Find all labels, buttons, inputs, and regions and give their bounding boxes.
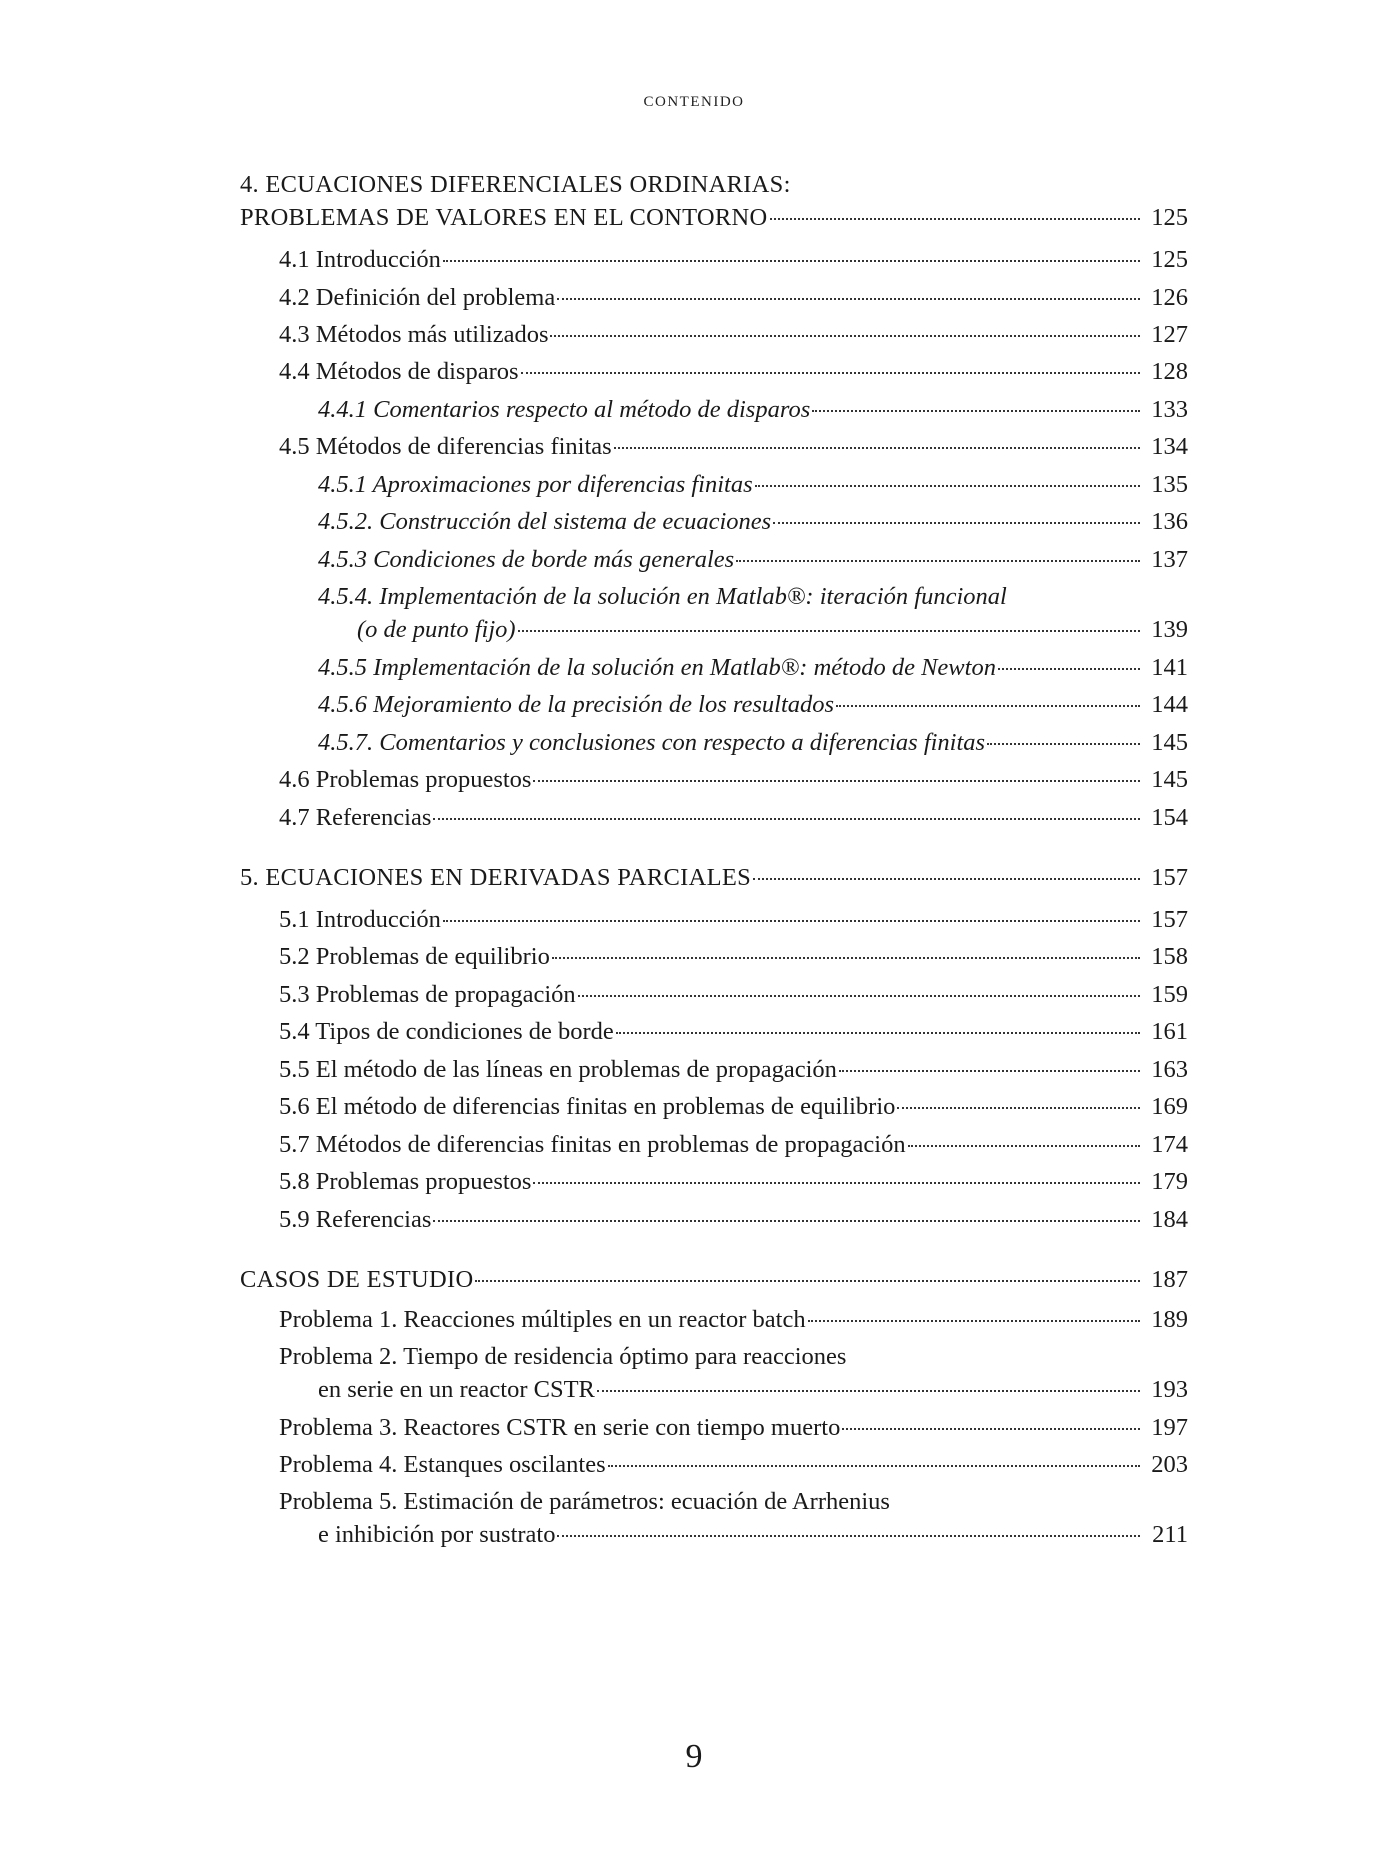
page-number: 133 <box>1151 396 1188 423</box>
toc-entry-4-5-6: 4.5.6 Mejoramiento de la precisión de los resultados 144 <box>318 691 1188 718</box>
leader-dots <box>533 780 1140 782</box>
case-problem-5-line1: Problema 5. Estimación de parámetros: ecuación de Arrhenius <box>279 1488 890 1515</box>
page-number: 179 <box>1151 1168 1188 1195</box>
case-problem-5-line2: e inhibición por sustrato 211 <box>318 1521 1188 1548</box>
leader-dots <box>521 372 1140 374</box>
page-number: 139 <box>1151 616 1188 643</box>
page-number: 193 <box>1151 1376 1188 1403</box>
leader-dots <box>550 335 1140 337</box>
toc-entry-4-3: 4.3 Métodos más utilizados 127 <box>279 321 1188 348</box>
leader-dots <box>518 630 1140 632</box>
page-number: 134 <box>1151 433 1188 460</box>
toc-entry-4-5-4-line1: 4.5.4. Implementación de la solución en Matlab®: iteración funcional <box>318 583 1007 610</box>
page-folio: 9 <box>685 1738 703 1775</box>
page-number: 184 <box>1151 1206 1188 1233</box>
page-number: 154 <box>1151 804 1188 831</box>
leader-dots <box>475 1280 1140 1282</box>
toc-entry-4-5-3: 4.5.3 Condiciones de borde más generales 137 <box>318 546 1188 573</box>
page-number: 127 <box>1151 321 1188 348</box>
leader-dots <box>812 410 1140 412</box>
leader-dots <box>614 447 1140 449</box>
leader-dots <box>552 957 1140 959</box>
toc-entry-4-4: 4.4 Métodos de disparos 128 <box>279 358 1188 385</box>
page-number: 125 <box>1151 204 1188 231</box>
page-number: 211 <box>1152 1521 1188 1548</box>
toc-entry-4-6: 4.6 Problemas propuestos 145 <box>279 766 1188 793</box>
page-number: 145 <box>1151 729 1188 756</box>
toc-entry-5-2: 5.2 Problemas de equilibrio 158 <box>279 943 1188 970</box>
toc-entry-5-4: 5.4 Tipos de condiciones de borde 161 <box>279 1018 1188 1045</box>
page-number: 141 <box>1151 654 1188 681</box>
toc-entry-4-4-1: 4.4.1 Comentarios respecto al método de disparos 133 <box>318 396 1188 423</box>
leader-dots <box>987 743 1140 745</box>
leader-dots <box>608 1465 1140 1467</box>
page-number: 169 <box>1151 1093 1188 1120</box>
page-number: 158 <box>1151 943 1188 970</box>
toc-entry-5-3: 5.3 Problemas de propagación 159 <box>279 981 1188 1008</box>
case-problem-2-line2: en serie en un reactor CSTR 193 <box>318 1376 1188 1403</box>
leader-dots <box>770 218 1140 220</box>
case-problem-2-line1: Problema 2. Tiempo de residencia óptimo para reacciones <box>279 1343 847 1370</box>
toc-entry-4-5-1: 4.5.1 Aproximaciones por diferencias finitas 135 <box>318 471 1188 498</box>
page-number: 187 <box>1151 1266 1188 1293</box>
page-number: 126 <box>1151 284 1188 311</box>
toc-entry-5-9: 5.9 Referencias 184 <box>279 1206 1188 1233</box>
leader-dots <box>908 1145 1140 1147</box>
page-number: 159 <box>1151 981 1188 1008</box>
leader-dots <box>433 818 1140 820</box>
page-number: 128 <box>1151 358 1188 385</box>
toc-entry-4-1: 4.1 Introducción 125 <box>279 246 1188 273</box>
leader-dots <box>616 1032 1140 1034</box>
case-studies-title: CASOS DE ESTUDIO 187 <box>240 1266 1188 1293</box>
page-number: 174 <box>1151 1131 1188 1158</box>
toc-entry-4-5-4-line2: (o de punto fijo) 139 <box>357 616 1188 643</box>
leader-dots <box>736 560 1140 562</box>
leader-dots <box>753 878 1140 880</box>
leader-dots <box>443 920 1140 922</box>
leader-dots <box>808 1320 1140 1322</box>
page-number: 157 <box>1151 906 1188 933</box>
page-number: 163 <box>1151 1056 1188 1083</box>
case-problem-3: Problema 3. Reactores CSTR en serie con tiempo muerto 197 <box>279 1414 1188 1441</box>
page-number: 157 <box>1151 864 1188 891</box>
page-number: 144 <box>1151 691 1188 718</box>
page-number: 136 <box>1151 508 1188 535</box>
leader-dots <box>433 1220 1140 1222</box>
toc-entry-4-7: 4.7 Referencias 154 <box>279 804 1188 831</box>
chapter-4-title-line2: PROBLEMAS DE VALORES EN EL CONTORNO 125 <box>240 204 1188 231</box>
toc-entry-4-5: 4.5 Métodos de diferencias finitas 134 <box>279 433 1188 460</box>
leader-dots <box>597 1390 1140 1392</box>
leader-dots <box>897 1107 1140 1109</box>
leader-dots <box>557 298 1140 300</box>
toc-entry-5-8: 5.8 Problemas propuestos 179 <box>279 1168 1188 1195</box>
leader-dots <box>578 995 1140 997</box>
toc-entry-4-5-2: 4.5.2. Construcción del sistema de ecuaciones 136 <box>318 508 1188 535</box>
case-problem-4: Problema 4. Estanques oscilantes 203 <box>279 1451 1188 1478</box>
page-number: 125 <box>1151 246 1188 273</box>
page-number: 203 <box>1151 1451 1188 1478</box>
page-number: 135 <box>1151 471 1188 498</box>
toc-entry-5-6: 5.6 El método de diferencias finitas en problemas de equilibrio 169 <box>279 1093 1188 1120</box>
chapter-4-title-line1: 4. ECUACIONES DIFERENCIALES ORDINARIAS: <box>240 171 791 198</box>
toc-entry-5-5: 5.5 El método de las líneas en problemas de propagación 163 <box>279 1056 1188 1083</box>
page-number: 161 <box>1151 1018 1188 1045</box>
leader-dots <box>773 522 1140 524</box>
chapter-5-title: 5. ECUACIONES EN DERIVADAS PARCIALES 157 <box>240 864 1188 891</box>
leader-dots <box>533 1182 1140 1184</box>
toc-entry-4-5-7: 4.5.7. Comentarios y conclusiones con respecto a diferencias finitas 145 <box>318 729 1188 756</box>
leader-dots <box>557 1535 1140 1537</box>
toc-entry-4-5-5: 4.5.5 Implementación de la solución en Matlab®: método de Newton 141 <box>318 654 1188 681</box>
leader-dots <box>842 1428 1140 1430</box>
leader-dots <box>998 668 1140 670</box>
leader-dots <box>755 485 1140 487</box>
leader-dots <box>443 260 1140 262</box>
toc-entry-5-7: 5.7 Métodos de diferencias finitas en problemas de propagación 174 <box>279 1131 1188 1158</box>
leader-dots <box>839 1070 1140 1072</box>
page-number: 137 <box>1151 546 1188 573</box>
page-number: 189 <box>1151 1306 1188 1333</box>
toc-entry-5-1: 5.1 Introducción 157 <box>279 906 1188 933</box>
page-number: 145 <box>1151 766 1188 793</box>
page-number: 197 <box>1151 1414 1188 1441</box>
case-problem-1: Problema 1. Reacciones múltiples en un reactor batch 189 <box>279 1306 1188 1333</box>
running-head: CONTENIDO <box>643 94 745 110</box>
toc-entry-4-2: 4.2 Definición del problema 126 <box>279 284 1188 311</box>
leader-dots <box>836 705 1140 707</box>
